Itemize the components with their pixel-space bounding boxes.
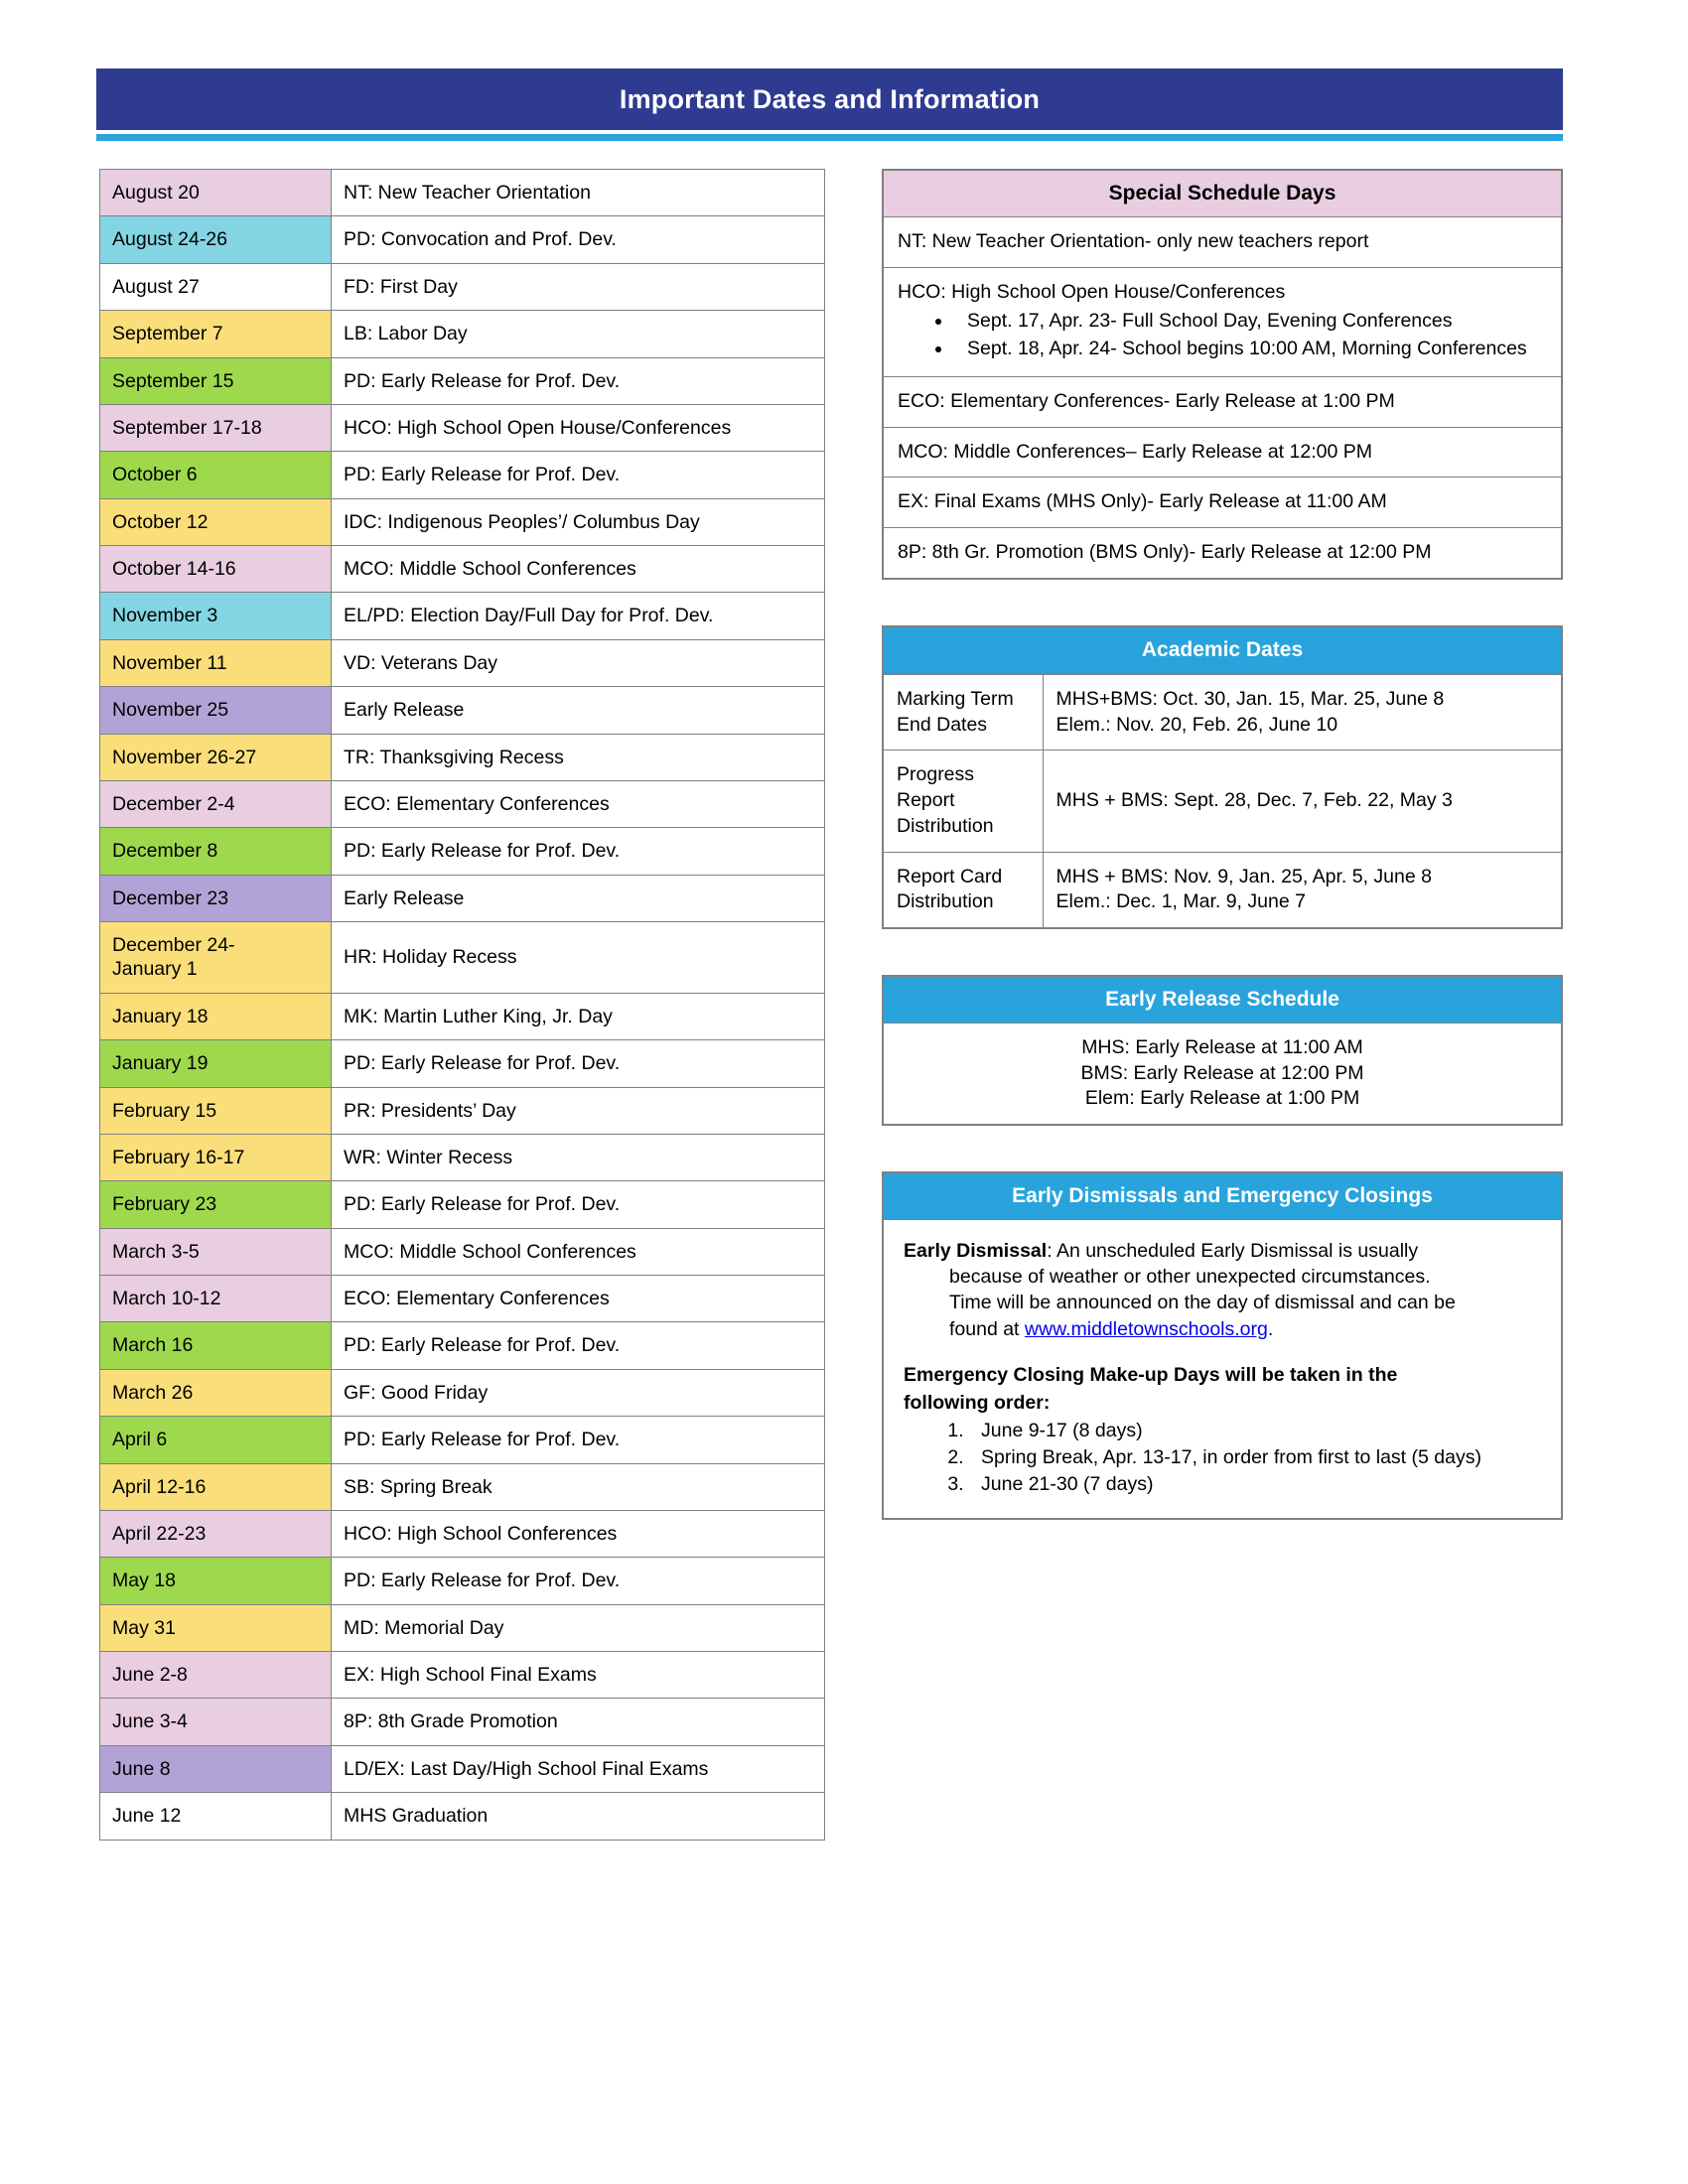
early-release-line: Elem: Early Release at 1:00 PM — [1084, 1087, 1360, 1110]
table-row — [100, 1134, 825, 1180]
table-row — [100, 875, 825, 921]
description-cell: MK: Martin Luther King, Jr. Day — [332, 993, 825, 1039]
table-row — [100, 1087, 825, 1134]
list-item: 1. June 9-17 (8 days) — [969, 1418, 1541, 1443]
early-dismissals-title: Early Dismissals and Emergency Closings — [884, 1173, 1561, 1220]
date-cell: June 2-8 — [100, 1652, 332, 1699]
academic-date-label: Marking Term End Dates — [884, 674, 1043, 750]
table-row — [100, 1558, 825, 1604]
list-item: 3. June 21-30 (7 days) — [969, 1471, 1541, 1497]
special-schedule-days-title: Special Schedule Days — [884, 171, 1561, 217]
date-cell: September 15 — [100, 357, 332, 404]
early-release-schedule-body — [884, 1024, 1561, 1124]
academic-date-line: MHS+BMS: Oct. 30, Jan. 15, Mar. 25, June 8 — [1055, 687, 1445, 710]
early-dismissal-line2: because of weather or other unexpected circumstances. — [949, 1266, 1431, 1289]
early-release-schedule-panel — [882, 975, 1563, 1126]
description-cell: EL/PD: Election Day/Full Day for Prof. Dev. — [332, 593, 825, 639]
table-row — [884, 674, 1561, 750]
academic-date-label: Progress Report Distribution — [884, 751, 1043, 852]
date-cell: September 7 — [100, 311, 332, 357]
table-row — [100, 1699, 825, 1745]
description-cell: NT: New Teacher Orientation — [332, 170, 825, 216]
academic-date-line: Elem.: Nov. 20, Feb. 26, June 10 — [1055, 713, 1338, 736]
table-row — [100, 1040, 825, 1087]
date-cell: April 22-23 — [100, 1510, 332, 1557]
description-cell: PD: Early Release for Prof. Dev. — [332, 1417, 825, 1463]
table-row — [100, 1604, 825, 1651]
academic-dates-panel — [882, 625, 1563, 929]
early-dismissal-period: . — [1267, 1317, 1274, 1340]
date-cell: March 26 — [100, 1369, 332, 1416]
description-cell: FD: First Day — [332, 263, 825, 310]
page-title: Important Dates and Information — [619, 83, 1041, 114]
description-cell: WR: Winter Recess — [332, 1134, 825, 1180]
description-cell: 8P: 8th Grade Promotion — [332, 1699, 825, 1745]
date-cell: June 3-4 — [100, 1699, 332, 1745]
description-cell: LB: Labor Day — [332, 311, 825, 357]
early-dismissal-line4 — [904, 1316, 1541, 1342]
hco-bullet-list — [898, 309, 1547, 361]
description-cell: Early Release — [332, 875, 825, 921]
table-row — [100, 1181, 825, 1228]
early-dismissal-label: Early Dismissal — [904, 1240, 1048, 1263]
makeup-title-line2: following order: — [904, 1391, 1051, 1414]
description-cell: IDC: Indigenous Peoples’/ Columbus Day — [332, 498, 825, 545]
description-cell: MCO: Middle School Conferences — [332, 1228, 825, 1275]
description-cell: PD: Early Release for Prof. Dev. — [332, 1558, 825, 1604]
early-dismissals-body — [884, 1220, 1561, 1518]
date-cell: December 24- January 1 — [100, 922, 332, 994]
special-schedule-eco-row: ECO: Elementary Conferences- Early Release at 1:00 PM — [884, 377, 1561, 428]
table-row — [884, 852, 1561, 927]
date-cell: August 27 — [100, 263, 332, 310]
table-row — [100, 687, 825, 734]
early-release-line: MHS: Early Release at 11:00 AM — [1081, 1036, 1363, 1059]
description-cell: MD: Memorial Day — [332, 1604, 825, 1651]
date-cell: June 8 — [100, 1745, 332, 1792]
table-row — [100, 1652, 825, 1699]
description-cell: PD: Early Release for Prof. Dev. — [332, 828, 825, 875]
early-release-schedule-title: Early Release Schedule — [884, 977, 1561, 1024]
special-schedule-ex-row: EX: Final Exams (MHS Only)- Early Release at 11:00 AM — [884, 478, 1561, 528]
table-row — [100, 734, 825, 780]
table-row — [100, 498, 825, 545]
description-cell: HCO: High School Open House/Conferences — [332, 404, 825, 451]
table-row — [100, 593, 825, 639]
date-cell: November 11 — [100, 639, 332, 686]
date-cell: March 3-5 — [100, 1228, 332, 1275]
table-row — [884, 751, 1561, 852]
date-cell: November 26-27 — [100, 734, 332, 780]
special-schedule-days-panel — [882, 169, 1563, 580]
table-row — [100, 263, 825, 310]
information-column — [882, 169, 1563, 1566]
makeup-days-list — [904, 1418, 1541, 1497]
date-cell: August 24-26 — [100, 216, 332, 263]
academic-date-value — [1043, 674, 1561, 750]
table-row — [100, 216, 825, 263]
academic-dates-table — [884, 674, 1561, 927]
date-cell: April 6 — [100, 1417, 332, 1463]
banner-bar — [96, 68, 1563, 130]
table-row — [100, 1793, 825, 1840]
special-schedule-8p-row: 8P: 8th Gr. Promotion (BMS Only)- Early Release at 12:00 PM — [898, 541, 1432, 564]
early-dismissals-panel — [882, 1171, 1563, 1520]
date-cell: May 18 — [100, 1558, 332, 1604]
description-cell: ECO: Elementary Conferences — [332, 780, 825, 827]
academic-date-label: Report Card Distribution — [884, 852, 1043, 927]
date-cell: August 20 — [100, 170, 332, 216]
list-item: 2. Spring Break, Apr. 13-17, in order from first to last (5 days) — [969, 1444, 1541, 1470]
date-cell: January 18 — [100, 993, 332, 1039]
special-schedule-nt-row: NT: New Teacher Orientation- only new teachers report — [884, 217, 1561, 268]
early-dismissal-line1: : An unscheduled Early Dismissal is usually — [1047, 1240, 1419, 1263]
description-cell: HR: Holiday Recess — [332, 922, 825, 994]
table-row — [100, 452, 825, 498]
date-cell: October 14-16 — [100, 546, 332, 593]
table-row — [100, 1510, 825, 1557]
early-dismissal-found-at: found at — [949, 1317, 1025, 1340]
description-cell: LD/EX: Last Day/High School Final Exams — [332, 1745, 825, 1792]
table-row — [100, 993, 825, 1039]
description-cell: ECO: Elementary Conferences — [332, 1276, 825, 1322]
description-cell: PD: Early Release for Prof. Dev. — [332, 1181, 825, 1228]
table-row — [100, 170, 825, 216]
description-cell: PD: Early Release for Prof. Dev. — [332, 357, 825, 404]
table-row — [100, 1276, 825, 1322]
dismissal-spacer — [904, 1342, 1541, 1362]
description-cell: PD: Early Release for Prof. Dev. — [332, 452, 825, 498]
date-cell: December 8 — [100, 828, 332, 875]
table-row — [100, 1745, 825, 1792]
date-cell: December 23 — [100, 875, 332, 921]
special-schedule-mco-row: MCO: Middle Conferences– Early Release at 12:00 PM — [884, 428, 1561, 478]
academic-date-value — [1043, 852, 1561, 927]
table-row — [100, 639, 825, 686]
description-cell: PD: Convocation and Prof. Dev. — [332, 216, 825, 263]
date-cell: October 12 — [100, 498, 332, 545]
date-cell: April 12-16 — [100, 1463, 332, 1510]
description-cell: Early Release — [332, 687, 825, 734]
district-website-link[interactable]: www.middletownschools.org — [1024, 1317, 1268, 1340]
early-dismissal-line3: Time will be announced on the day of dismissal and can be — [949, 1292, 1456, 1314]
table-row — [100, 1322, 825, 1369]
page-banner — [96, 68, 1563, 141]
date-cell: June 12 — [100, 1793, 332, 1840]
hco-title: HCO: High School Open House/Conferences — [898, 280, 1286, 303]
date-cell: May 31 — [100, 1604, 332, 1651]
academic-date-value — [1043, 751, 1561, 852]
description-cell: PD: Early Release for Prof. Dev. — [332, 1040, 825, 1087]
academic-date-line: MHS + BMS: Sept. 28, Dec. 7, Feb. 22, May 3 — [1055, 789, 1453, 812]
academic-dates-title: Academic Dates — [884, 627, 1561, 674]
date-cell: September 17-18 — [100, 404, 332, 451]
table-row — [100, 546, 825, 593]
academic-date-line: Elem.: Dec. 1, Mar. 9, June 7 — [1055, 890, 1306, 913]
table-row — [100, 1417, 825, 1463]
description-cell: PD: Early Release for Prof. Dev. — [332, 1322, 825, 1369]
date-cell: February 16-17 — [100, 1134, 332, 1180]
makeup-title-line1: Emergency Closing Make-up Days will be taken in the — [904, 1363, 1398, 1386]
description-cell: TR: Thanksgiving Recess — [332, 734, 825, 780]
important-dates-column — [99, 169, 824, 1841]
table-row — [100, 311, 825, 357]
table-row — [100, 1369, 825, 1416]
date-cell: December 2-4 — [100, 780, 332, 827]
table-row — [100, 1228, 825, 1275]
early-dismissal-paragraph — [904, 1238, 1541, 1264]
banner-accent-rule — [96, 134, 1563, 141]
list-item: • Sept. 18, Apr. 24- School begins 10:00 AM, Morning Conferences — [953, 337, 1547, 362]
list-item: • Sept. 17, Apr. 23- Full School Day, Evening Conferences — [953, 309, 1547, 335]
table-row — [100, 1463, 825, 1510]
date-cell: January 19 — [100, 1040, 332, 1087]
date-cell: October 6 — [100, 452, 332, 498]
table-row — [100, 828, 825, 875]
table-row — [100, 922, 825, 994]
description-cell: SB: Spring Break — [332, 1463, 825, 1510]
description-cell: MCO: Middle School Conferences — [332, 546, 825, 593]
date-cell: February 23 — [100, 1181, 332, 1228]
table-row — [100, 780, 825, 827]
description-cell: MHS Graduation — [332, 1793, 825, 1840]
description-cell: EX: High School Final Exams — [332, 1652, 825, 1699]
date-cell: March 10-12 — [100, 1276, 332, 1322]
special-schedule-hco-row — [884, 268, 1561, 377]
description-cell: HCO: High School Conferences — [332, 1510, 825, 1557]
description-cell: GF: Good Friday — [332, 1369, 825, 1416]
date-cell: November 3 — [100, 593, 332, 639]
date-cell: March 16 — [100, 1322, 332, 1369]
date-cell: February 15 — [100, 1087, 332, 1134]
academic-date-line: MHS + BMS: Nov. 9, Jan. 25, Apr. 5, June 8 — [1055, 865, 1432, 887]
description-cell: PR: Presidents’ Day — [332, 1087, 825, 1134]
early-release-line: BMS: Early Release at 12:00 PM — [1080, 1061, 1364, 1084]
table-row — [100, 404, 825, 451]
date-cell: November 25 — [100, 687, 332, 734]
important-dates-table — [99, 169, 825, 1841]
description-cell: VD: Veterans Day — [332, 639, 825, 686]
table-row — [100, 357, 825, 404]
